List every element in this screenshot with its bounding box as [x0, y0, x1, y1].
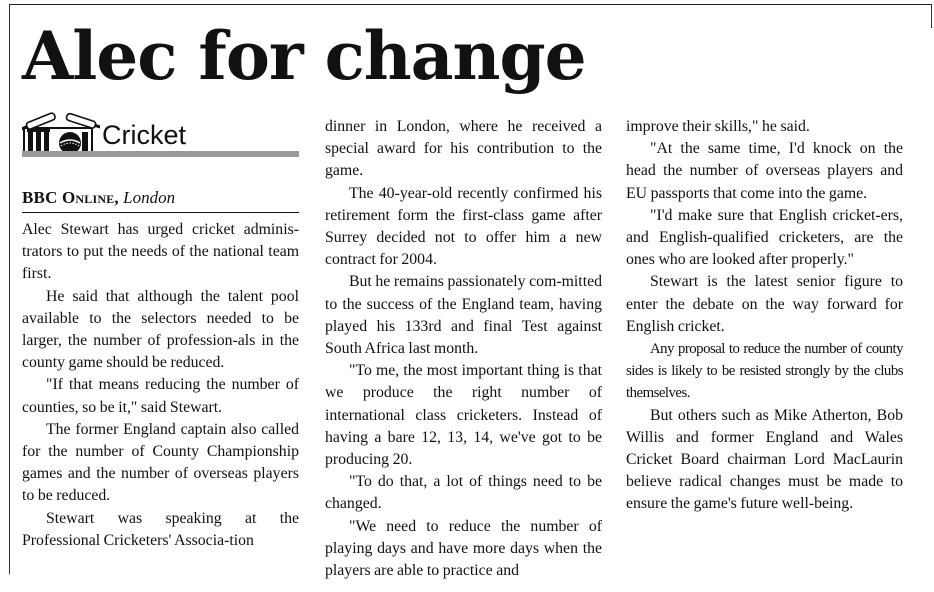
section-bar — [22, 151, 299, 157]
paragraph: dinner in London, where he received a special award for his contribution to the game. — [325, 118, 602, 180]
headline: Alec for change — [22, 17, 586, 95]
cricket-bat-ball-stumps-icon — [22, 112, 100, 156]
paragraph: "To do that, a lot of things need to be changed. — [325, 473, 602, 513]
paragraph: The former England captain also called for the number of County Championship games and the number of overseas players to be reduced. — [22, 420, 299, 505]
paragraph: "If that means reducing the number of counties, so be it," said Stewart. — [22, 376, 299, 416]
byline-source: BBC Online, — [22, 188, 119, 207]
byline — [22, 186, 299, 213]
paragraph: The 40-year-old recently confirmed his retirement form the first-class game after Surrey decided not to offer him a new contract for 2004. — [325, 184, 602, 269]
byline-place: London — [123, 188, 176, 207]
top-rule — [10, 4, 932, 5]
paragraph: "At the same time, I'd knock on the head the number of overseas players and EU passports that come into the game. — [626, 140, 903, 202]
paragraph: But others such as Mike Atherton, Bob Willis and former England and Wales Cricket Board chairman Lord MacLaurin believe radical changes must be made to ensure the game's future well-being. — [626, 406, 903, 513]
paragraph: improve their skills," he said. — [626, 118, 810, 135]
paragraph: Stewart was speaking at the Professional Cricketers' Associa-tion — [22, 509, 299, 549]
paragraph: But he remains passionately com-mitted to the success of the England team, having played his 133rd and final Test against South Africa last month. — [325, 273, 602, 358]
article-column-1 — [22, 219, 299, 579]
right-edge-rule — [931, 4, 932, 28]
article-column-2 — [325, 116, 602, 582]
paragraph: "I'd make sure that English cricket-ers, and English-qualified cricketers, are the ones who are looked after properly." — [626, 206, 903, 269]
section-tag — [22, 112, 299, 158]
paragraph: "To me, the most important thing is that we produce the right number of international class cricketers. Instead of having a bare 12, 13, 14, we've got to be producing 20. — [325, 362, 602, 469]
paragraph: Stewart is the latest senior figure to enter the debate on the way forward for English cricket. — [626, 273, 903, 335]
left-column-rule — [9, 4, 10, 574]
paragraph: "We need to reduce the number of playing days and have more days when the players are able to practice and — [325, 517, 602, 580]
paragraph: Any proposal to reduce the number of county sides is likely to be resisted strongly by the clubs themselves. — [626, 341, 903, 402]
paragraph: He said that although the talent pool available to the selectors needed to be larger, the number of profession-als in the county game should be reduced. — [22, 287, 299, 372]
article-column-3 — [626, 116, 903, 582]
paragraph: Alec Stewart has urged cricket adminis-trators to put the needs of the national team first. — [22, 221, 299, 283]
section-label: Cricket — [102, 120, 187, 150]
